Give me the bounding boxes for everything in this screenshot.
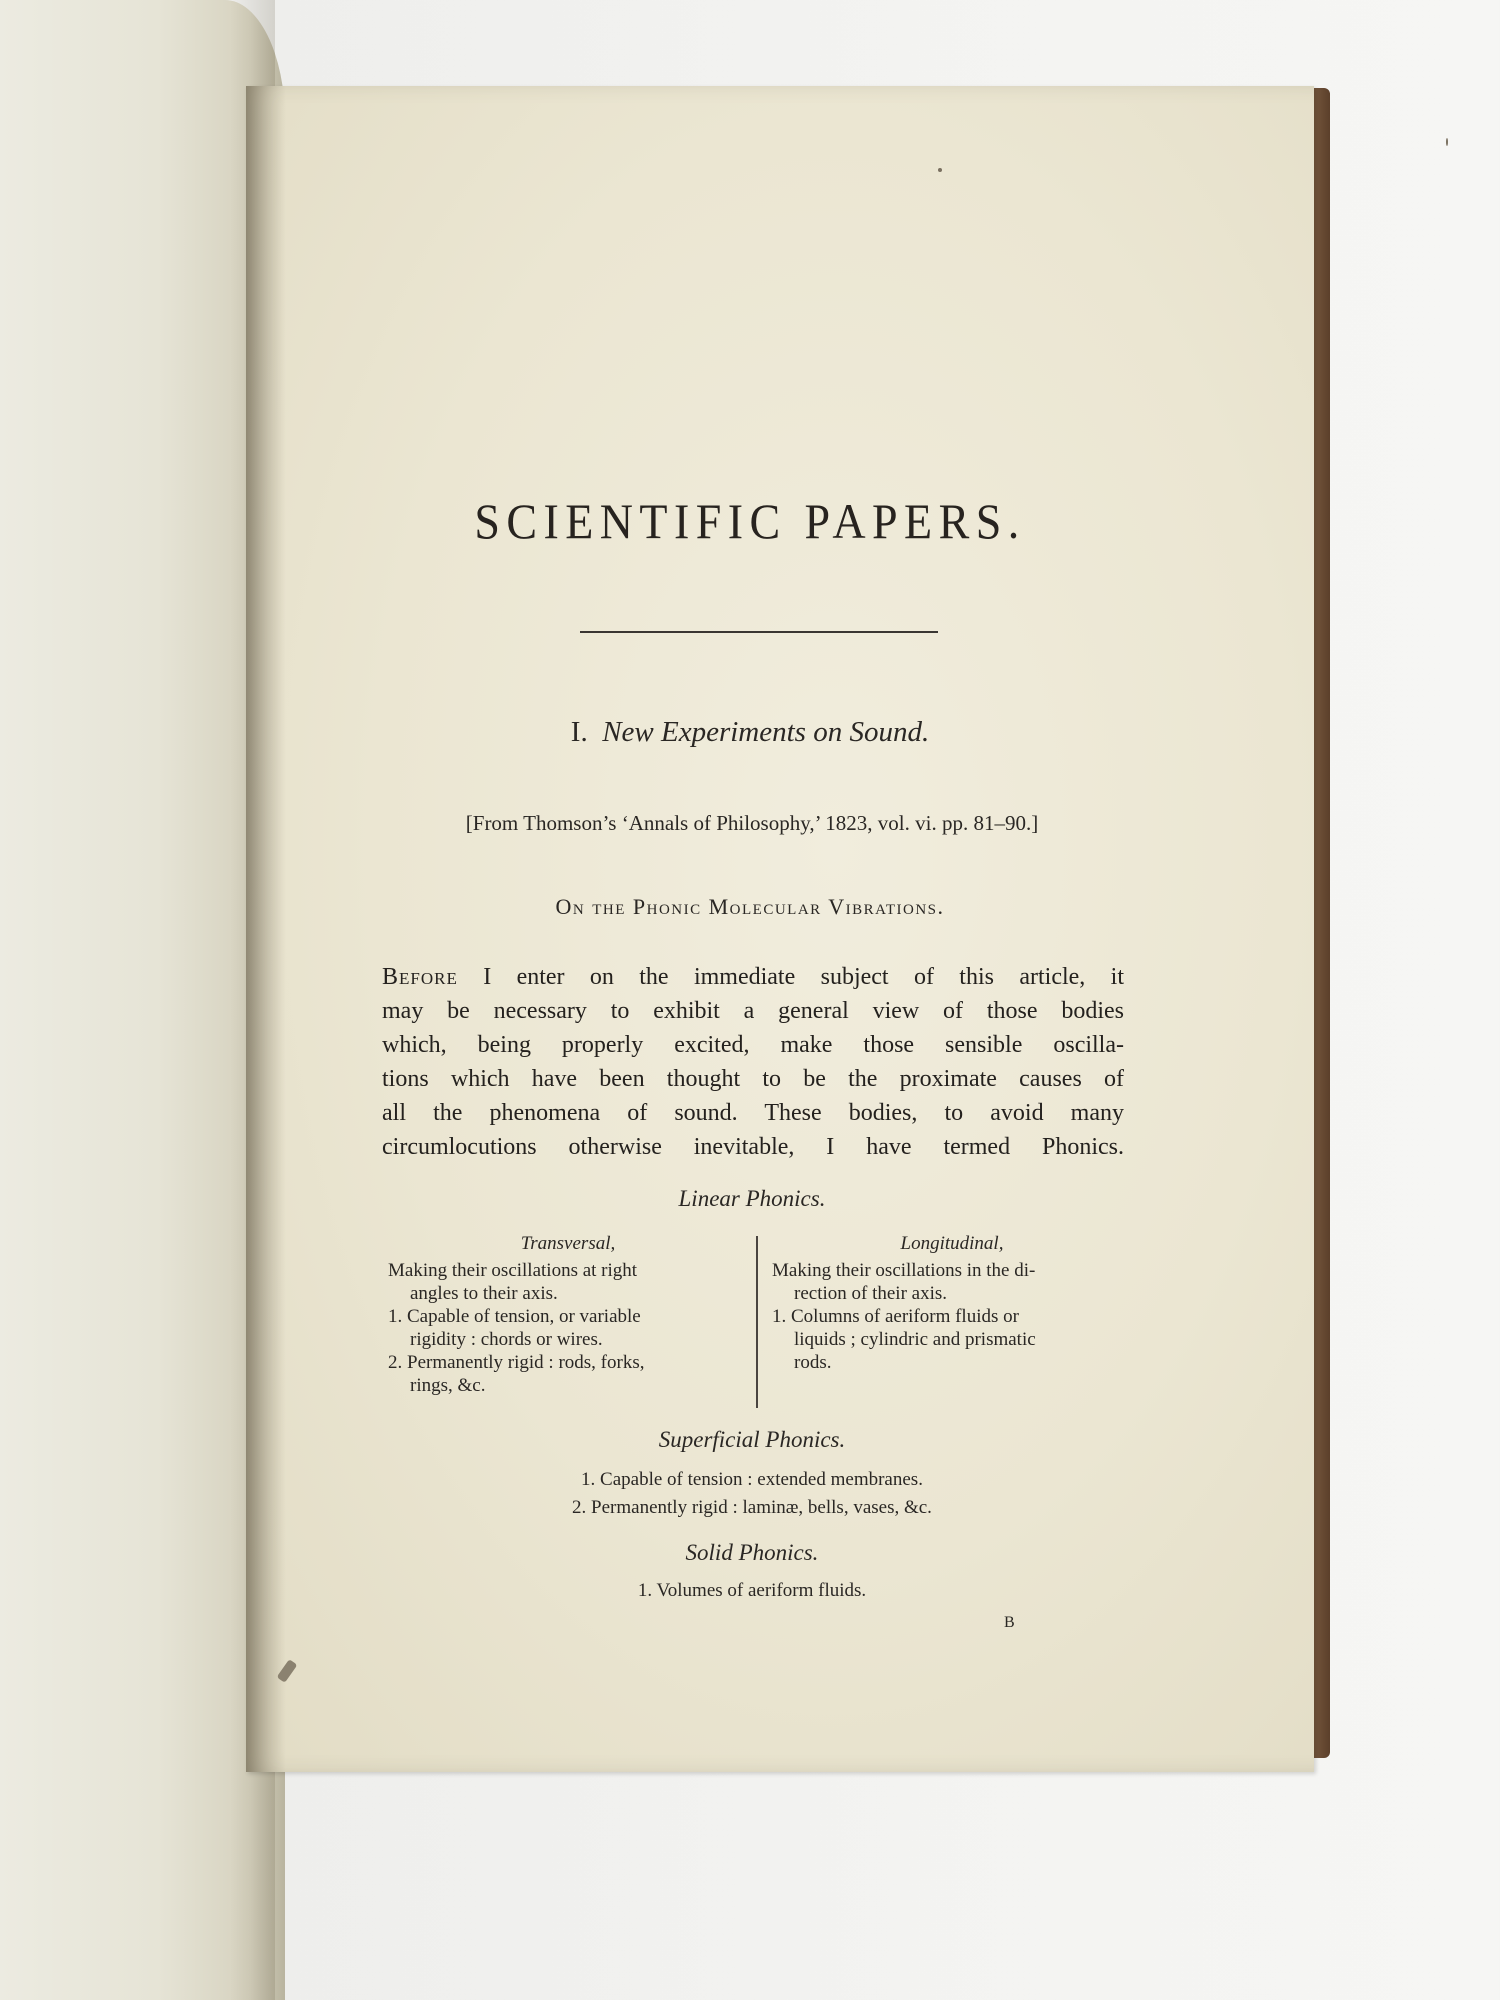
- transversal-row: rigidity : chords or wires.: [410, 1329, 603, 1350]
- longitudinal-row: Making their oscillations in the di-: [772, 1260, 1036, 1281]
- paragraph-line: Before I enter on the immediate subject of this article, it: [382, 964, 1124, 990]
- body-paragraph: [382, 960, 1124, 1164]
- transversal-heading: Transversal,: [520, 1233, 616, 1254]
- transversal-row: angles to their axis.: [410, 1283, 558, 1304]
- page-title: SCIENTIFIC PAPERS.: [474, 493, 1026, 549]
- longitudinal-row: rods.: [794, 1352, 832, 1373]
- longitudinal-column: [772, 1232, 1132, 1374]
- list-item: 1. Volumes of aeriform fluids.: [637, 1580, 867, 1601]
- transversal-column: [388, 1232, 748, 1397]
- column-divider: [756, 1236, 758, 1408]
- transversal-row: 2. Permanently rigid : rods, forks,: [388, 1352, 645, 1373]
- solid-list: [0, 1577, 1500, 1605]
- list-item: 1. Capable of tension : extended membranes.: [581, 1469, 923, 1490]
- section-title: [0, 716, 1500, 749]
- longitudinal-row: liquids ; cylindric and prismatic: [794, 1329, 1036, 1350]
- paragraph-line: all the phenomena of sound. These bodies, to avoid many: [382, 1100, 1124, 1126]
- paragraph-lead-word: Before: [382, 964, 458, 990]
- solid-phonics-heading: Solid Phonics.: [685, 1540, 819, 1565]
- section-numeral: I.: [570, 716, 588, 748]
- transversal-row: Making their oscillations at right: [388, 1260, 638, 1281]
- linear-phonics-heading: Linear Phonics.: [678, 1186, 826, 1211]
- longitudinal-row: rection of their axis.: [794, 1283, 948, 1304]
- list-item: 2. Permanently rigid : laminæ, bells, vases, &c.: [572, 1497, 932, 1518]
- subsection-heading: On the Phonic Molecular Vibrations.: [555, 894, 945, 919]
- source-citation: [From Thomson’s ‘Annals of Philosophy,’ 1823, vol. vi. pp. 81–90.]: [465, 811, 1039, 835]
- longitudinal-heading: Longitudinal,: [900, 1233, 1004, 1254]
- paper-speck: [1446, 138, 1448, 146]
- paragraph-line: circumlocutions otherwise inevitable, I have termed Phonics.: [382, 1134, 1124, 1160]
- superficial-phonics-heading: Superficial Phonics.: [658, 1427, 846, 1452]
- paragraph-line: which, being properly excited, make those sensible oscilla-: [382, 1032, 1124, 1058]
- transversal-row: 1. Capable of tension, or variable: [388, 1306, 641, 1327]
- longitudinal-row: 1. Columns of aeriform fluids or: [772, 1306, 1019, 1327]
- title-rule: [580, 631, 938, 633]
- paper-speck: [938, 168, 942, 172]
- transversal-row: rings, &c.: [410, 1375, 486, 1396]
- section-title-text: New Experiments on Sound.: [602, 716, 930, 748]
- paragraph-line: may be necessary to exhibit a general view of those bodies: [382, 998, 1124, 1024]
- paragraph-line: tions which have been thought to be the proximate causes of: [382, 1066, 1124, 1092]
- signature-mark: B: [1004, 1614, 1015, 1631]
- superficial-list: [0, 1466, 1500, 1522]
